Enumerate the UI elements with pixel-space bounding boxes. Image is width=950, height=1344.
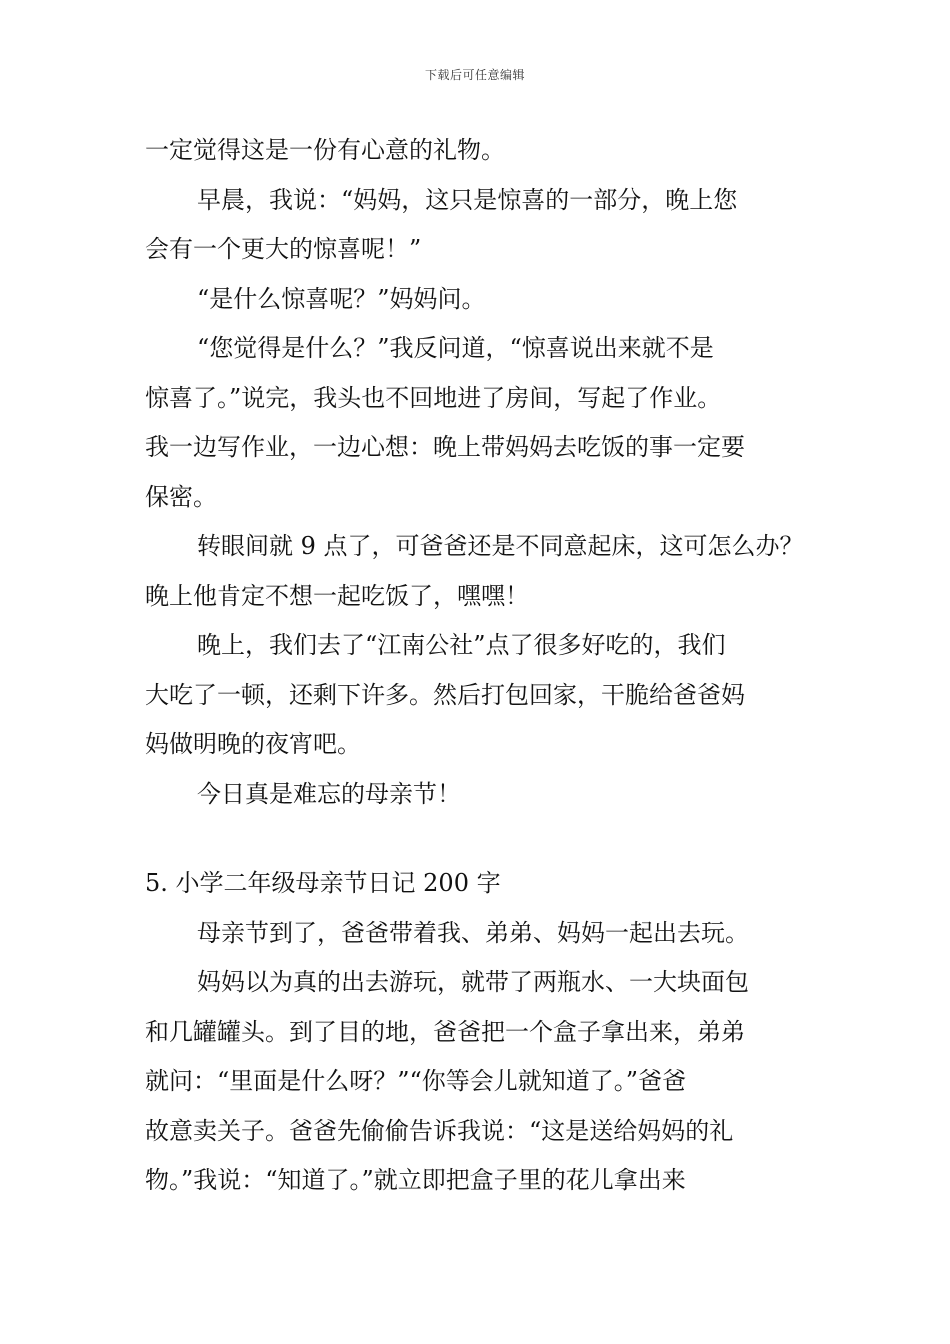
document-body [145,126,825,1206]
paragraph-line: 就问：“里面是什么呀？”“你等会儿就知道了。”爸爸 [145,1067,687,1095]
paragraph-line: 妈妈以为真的出去游玩，就带了两瓶水、一大块面包 [197,968,749,996]
section-heading: 5. 小学二年级母亲节日记 200 字 [145,869,501,897]
paragraph-line: 和几罐罐头。到了目的地，爸爸把一个盒子拿出来，弟弟 [145,1017,745,1046]
paragraph-line: 故意卖关子。爸爸先偷偷告诉我说：“这是送给妈妈的礼 [145,1116,734,1145]
paragraph-line: 大吃了一顿，还剩下许多。然后打包回家，干脆给爸爸妈 [145,680,745,709]
paragraph-line: 今日真是难忘的母亲节！ [197,779,461,808]
paragraph-line: “您觉得是什么？”我反问道，“惊喜说出来就不是 [197,334,714,362]
paragraph-line: 保密。 [145,482,217,511]
paragraph-line: 晚上他肯定不想一起吃饭了，嘿嘿！ [145,581,529,610]
paragraph-line: 会有一个更大的惊喜呢！” [145,235,422,263]
paragraph-line: 物。”我说：“知道了。”就立即把盒子里的花儿拿出来 [145,1166,686,1194]
paragraph-line: 转眼间就 9 点了，可爸爸还是不同意起床，这可怎么办？ [197,532,804,560]
paragraph-line: 早晨，我说：“妈妈，这只是惊喜的一部分，晚上您 [197,185,738,214]
paragraph-line: 惊喜了。”说完，我头也不回地进了房间，写起了作业。 [145,383,722,412]
paragraph-line: 母亲节到了，爸爸带着我、弟弟、妈妈一起出去玩。 [197,918,749,947]
paragraph-line: 一定觉得这是一份有心意的礼物。 [145,136,505,164]
section-spacer [145,819,825,859]
paragraph-line: “是什么惊喜呢？”妈妈问。 [197,284,486,313]
paragraph-line: 晚上，我们去了“江南公社”点了很多好吃的，我们 [197,631,726,659]
paragraph-line: 我一边写作业，一边心想：晚上带妈妈去吃饭的事一定要 [145,433,745,461]
page-header: 下载后可任意编辑 [424,68,525,82]
paragraph-line: 妈做明晚的夜宵吧。 [145,730,361,758]
